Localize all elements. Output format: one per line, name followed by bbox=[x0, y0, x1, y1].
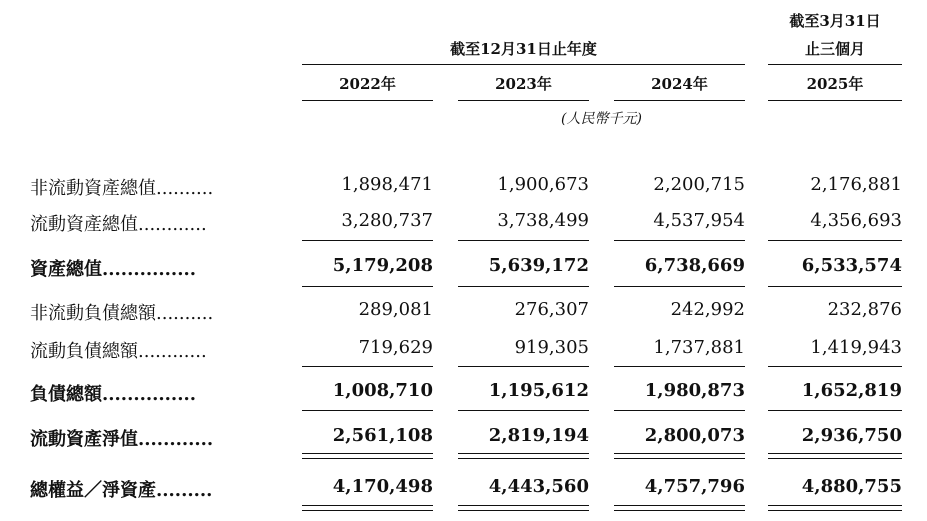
cell-value: 1,898,471 bbox=[341, 174, 433, 195]
subtotal-rule bbox=[768, 240, 902, 241]
cell-value: 4,443,560 bbox=[488, 476, 589, 497]
cell-value: 2,561,108 bbox=[332, 425, 433, 446]
fy-header-rule bbox=[302, 64, 745, 65]
year-rule-2022 bbox=[302, 100, 433, 101]
cell-value: 4,356,693 bbox=[810, 210, 902, 231]
cell-value: 1,652,819 bbox=[801, 380, 902, 401]
year-2024-header: 2024年 bbox=[651, 75, 708, 93]
row-label-total-assets: 資產總值............... bbox=[30, 259, 196, 280]
cell-value: 1,008,710 bbox=[332, 380, 433, 401]
total-rule bbox=[302, 286, 433, 287]
subtotal-rule bbox=[458, 366, 589, 367]
cell-value: 1,900,673 bbox=[497, 174, 589, 195]
subtotal-rule bbox=[302, 366, 433, 367]
subtotal-rule bbox=[302, 240, 433, 241]
cell-value: 1,419,943 bbox=[810, 337, 902, 358]
row-label-current-liabilities: 流動負債總額............ bbox=[30, 341, 207, 362]
cell-value: 4,757,796 bbox=[644, 476, 745, 497]
cell-value: 289,081 bbox=[358, 299, 433, 320]
cell-value: 6,533,574 bbox=[801, 255, 902, 276]
cell-value: 719,629 bbox=[358, 337, 433, 358]
cell-value: 1,980,873 bbox=[644, 380, 745, 401]
cell-value: 2,819,194 bbox=[488, 425, 589, 446]
quarter-period-line1: 截至3月31日 bbox=[789, 12, 881, 30]
year-rule-2024 bbox=[614, 100, 745, 101]
total-rule bbox=[302, 410, 433, 411]
cell-value: 276,307 bbox=[514, 299, 589, 320]
cell-value: 6,738,669 bbox=[644, 255, 745, 276]
year-2023-header: 2023年 bbox=[495, 75, 552, 93]
double-rule bbox=[768, 505, 902, 511]
year-2022-header: 2022年 bbox=[339, 75, 396, 93]
double-rule bbox=[302, 505, 433, 511]
cell-value: 4,537,954 bbox=[653, 210, 745, 231]
subtotal-rule bbox=[458, 240, 589, 241]
cell-value: 3,280,737 bbox=[341, 210, 433, 231]
cell-value: 2,936,750 bbox=[801, 425, 902, 446]
quarter-period-line2: 止三個月 bbox=[804, 40, 865, 58]
total-rule bbox=[614, 410, 745, 411]
total-rule bbox=[768, 286, 902, 287]
row-label-non-current-liabilities: 非流動負債總額.......... bbox=[30, 303, 214, 324]
row-label-net-current-assets: 流動資產淨值............ bbox=[30, 429, 214, 450]
total-rule bbox=[458, 410, 589, 411]
total-rule bbox=[614, 286, 745, 287]
cell-value: 1,195,612 bbox=[488, 380, 589, 401]
cell-value: 5,639,172 bbox=[488, 255, 589, 276]
row-label-total-equity: 總權益／淨資產......... bbox=[30, 480, 213, 501]
subtotal-rule bbox=[614, 240, 745, 241]
cell-value: 1,737,881 bbox=[653, 337, 745, 358]
subtotal-rule bbox=[768, 366, 902, 367]
row-label-current-assets: 流動資產總值............ bbox=[30, 214, 207, 235]
cell-value: 4,170,498 bbox=[332, 476, 433, 497]
cell-value: 4,880,755 bbox=[801, 476, 902, 497]
cell-value: 2,176,881 bbox=[810, 174, 902, 195]
cell-value: 242,992 bbox=[670, 299, 745, 320]
fiscal-year-period-header: 截至12月31日止年度 bbox=[450, 40, 597, 58]
currency-unit-note: (人民幣千元) bbox=[561, 111, 642, 127]
year-rule-2023 bbox=[458, 100, 589, 101]
q-header-rule bbox=[768, 64, 902, 65]
subtotal-rule bbox=[614, 366, 745, 367]
double-rule bbox=[458, 505, 589, 511]
cell-value: 2,800,073 bbox=[644, 425, 745, 446]
total-rule bbox=[458, 286, 589, 287]
row-label-non-current-assets: 非流動資產總值.......... bbox=[30, 178, 214, 199]
double-rule bbox=[768, 453, 902, 459]
total-rule bbox=[768, 410, 902, 411]
year-2025-header: 2025年 bbox=[806, 75, 864, 93]
double-rule bbox=[614, 453, 745, 459]
cell-value: 3,738,499 bbox=[497, 210, 589, 231]
double-rule bbox=[614, 505, 745, 511]
cell-value: 232,876 bbox=[827, 299, 902, 320]
cell-value: 2,200,715 bbox=[653, 174, 745, 195]
row-label-total-liabilities: 負債總額............... bbox=[30, 384, 196, 405]
year-rule-2025 bbox=[768, 100, 902, 101]
cell-value: 919,305 bbox=[514, 337, 589, 358]
double-rule bbox=[458, 453, 589, 459]
double-rule bbox=[302, 453, 433, 459]
cell-value: 5,179,208 bbox=[332, 255, 433, 276]
